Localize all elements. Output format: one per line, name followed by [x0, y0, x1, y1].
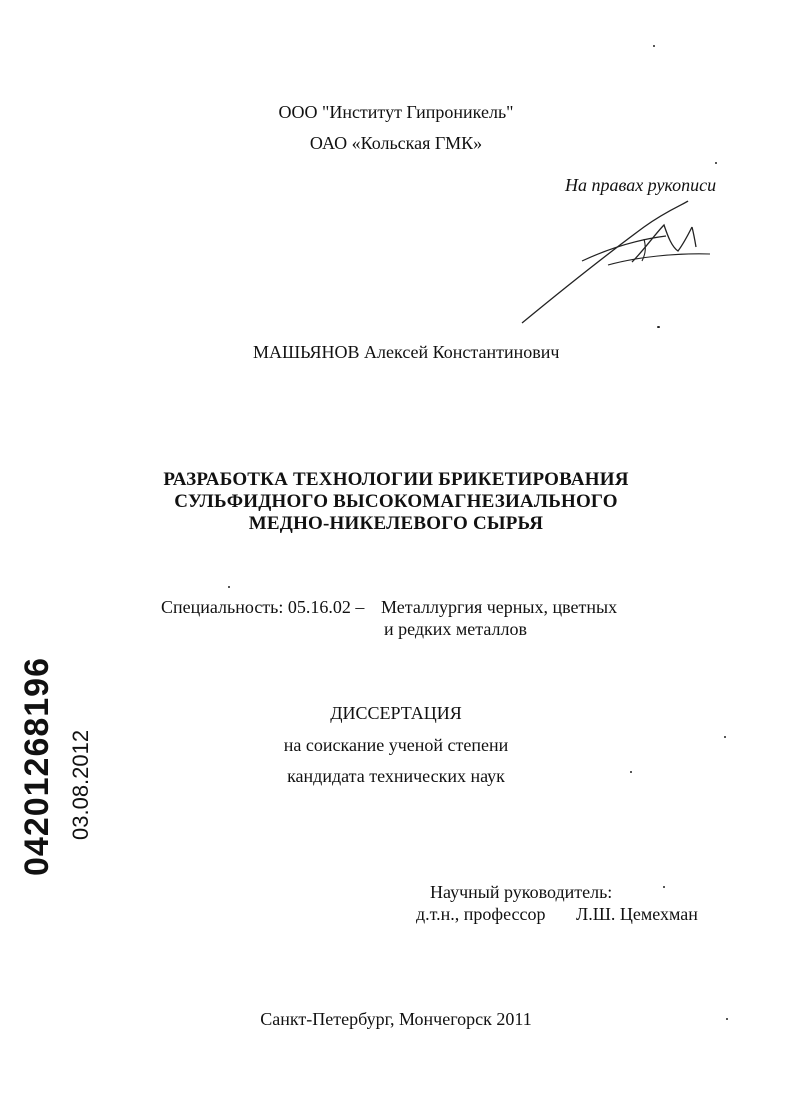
title-line-2: СУЛЬФИДНОГО ВЫСОКОМАГНЕЗИАЛЬНОГО: [174, 491, 618, 512]
specialty-value-line-1: Металлургия черных, цветных: [381, 597, 618, 617]
author-name: МАШЬЯНОВ Алексей Константинович: [253, 342, 560, 362]
scan-speck: [657, 326, 660, 328]
degree-heading: ДИССЕРТАЦИЯ: [330, 703, 462, 723]
specialty-label: Специальность: 05.16.02 –: [161, 597, 365, 617]
manuscript-notice: На правах рукописи: [565, 175, 717, 195]
degree-line-2: кандидата технических наук: [287, 766, 505, 786]
signature-icon: [516, 195, 716, 330]
title-line-1: РАЗРАБОТКА ТЕХНОЛОГИИ БРИКЕТИРОВАНИЯ: [163, 469, 629, 490]
supervisor-name: Л.Ш. Цемехман: [576, 904, 698, 924]
title-line-3: МЕДНО-НИКЕЛЕВОГО СЫРЬЯ: [248, 513, 544, 534]
scan-speck: [715, 162, 717, 164]
supervisor-credentials: д.т.н., профессор: [416, 904, 546, 924]
place-year: Санкт-Петербург, Мончегорск 2011: [260, 1009, 532, 1029]
stamp-date: 03.08.2012: [68, 729, 93, 840]
scan-speck: [724, 736, 726, 738]
supervisor-label: Научный руководитель:: [430, 882, 613, 902]
scan-speck: [726, 1018, 728, 1020]
stamp-number: 04201268196: [18, 656, 56, 876]
specialty-value-line-2: и редких металлов: [384, 619, 527, 639]
scan-speck: [228, 586, 230, 588]
scan-speck: [653, 45, 655, 47]
degree-line-1: на соискание ученой степени: [283, 735, 509, 755]
scan-speck: [630, 771, 632, 773]
organization-2: ОАО «Кольская ГМК»: [309, 133, 483, 153]
organization-1: ООО "Институт Гипроникель": [278, 102, 514, 122]
scan-speck: [663, 886, 665, 888]
